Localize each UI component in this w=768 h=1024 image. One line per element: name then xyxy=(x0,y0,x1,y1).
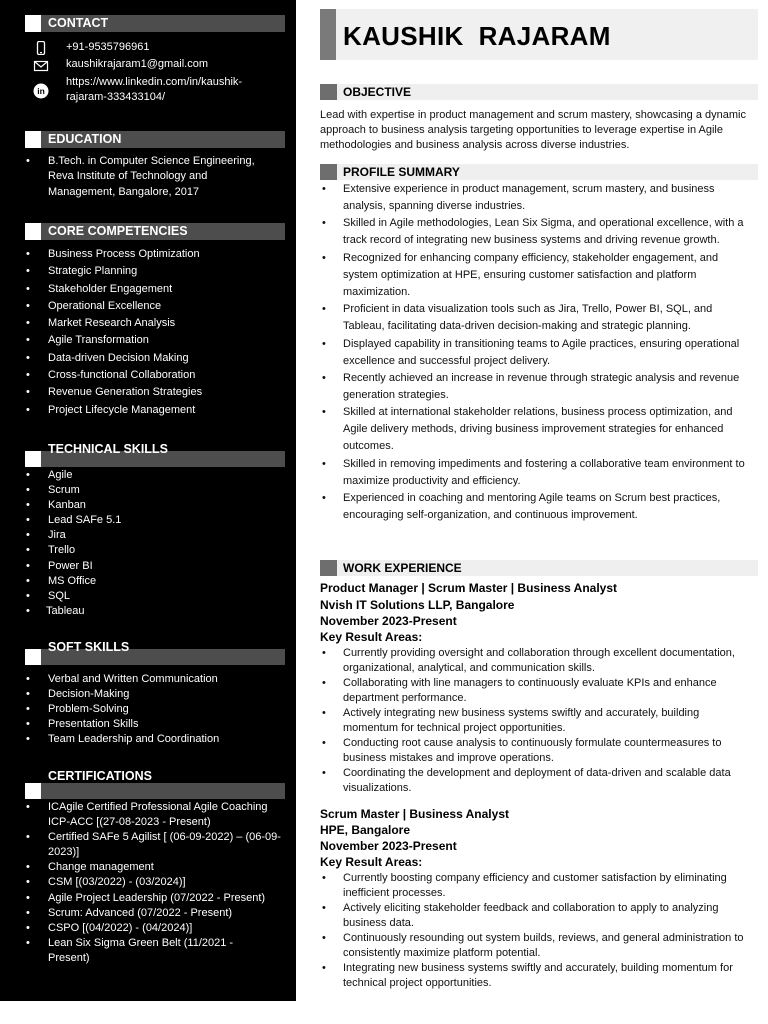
list-item: • Integrating new business systems swiftly and accurately, building momentum for technical project opportunities. xyxy=(320,961,752,991)
list-item: • Skilled in Agile methodologies, Lean Six Sigma, and operational excellence, with a track record of integrating new business systems and driving revenue growth. xyxy=(320,215,752,249)
list-item: • SQL xyxy=(25,589,287,604)
list-item: • Team Leadership and Coordination xyxy=(25,732,287,747)
soft-skills-heading-label: SOFT SKILLS xyxy=(48,640,130,654)
svg-text:in: in xyxy=(37,86,45,97)
list-item: • Cross-functional Collaboration xyxy=(25,367,287,384)
certifications-list xyxy=(25,800,287,966)
list-item: • Change management xyxy=(25,860,287,875)
email-link[interactable]: kaushikrajaram1@gmail.com xyxy=(66,58,208,70)
list-item: • Data-driven Decision Making xyxy=(25,350,287,367)
phone-number: +91-9535796961 xyxy=(66,41,150,53)
contact-heading xyxy=(25,15,285,32)
job-dates: November 2023-Present xyxy=(320,839,457,853)
list-item: • Kanban xyxy=(25,498,287,513)
list-item: • ICAgile Certified Professional Agile Coaching ICP-ACC [(27-08-2023 - Present) xyxy=(25,800,283,830)
job-kra-label: Key Result Areas: xyxy=(320,630,423,644)
list-item: • Agile Project Leadership (07/2022 - Present) xyxy=(25,891,287,906)
list-item: • Actively integrating new business systems swiftly and accurately, building momentum for technical project opportunities. xyxy=(320,706,752,736)
core-competencies-heading-label: CORE COMPETENCIES xyxy=(48,224,188,238)
education-heading-label: EDUCATION xyxy=(48,132,122,146)
list-item: • Continuously resounding out system builds, reviews, and general administration to consistently maximize platform potential. xyxy=(320,931,752,961)
list-item: • Actively eliciting stakeholder feedback and collaboration to apply to analyzing business data. xyxy=(320,901,752,931)
list-item: • Scrum xyxy=(25,483,287,498)
list-item: • Experienced in coaching and mentoring Agile teams on Scrum best practices, encouraging self-organization, and continuous improvement. xyxy=(320,490,752,524)
job-kra-list xyxy=(320,646,752,796)
work-experience-heading-label: WORK EXPERIENCE xyxy=(343,561,462,575)
job-title: Product Manager | Scrum Master | Business Analyst xyxy=(320,581,618,595)
core-competencies-heading xyxy=(25,223,285,240)
phone-icon xyxy=(33,41,49,55)
education-item: • B.Tech. in Computer Science Engineering, Reva Institute of Technology and Management, Bangalore, 2017 xyxy=(25,154,270,200)
certifications-heading-label: CERTIFICATIONS xyxy=(48,769,152,783)
core-competencies-list xyxy=(25,246,287,419)
list-item: • Displayed capability in transitioning teams to Agile practices, ensuring operational excellence and successful project delivery. xyxy=(320,336,752,370)
list-item: • Decision-Making xyxy=(25,687,287,702)
technical-skills-list xyxy=(25,468,287,619)
list-item: • Problem-Solving xyxy=(25,702,287,717)
list-item: • Revenue Generation Strategies xyxy=(25,384,287,401)
objective-heading xyxy=(320,84,758,100)
list-item: • Lead SAFe 5.1 xyxy=(25,513,287,528)
list-item: • MS Office xyxy=(25,574,287,589)
list-item: • Lean Six Sigma Green Belt (11/2021 - Present) xyxy=(25,936,270,966)
list-item: • Operational Excellence xyxy=(25,298,287,315)
list-item: • Certified SAFe 5 Agilist [ (06-09-2022) – (06-09-2023)] xyxy=(25,830,283,860)
certifications-heading xyxy=(25,766,285,783)
technical-skills-heading xyxy=(25,434,285,456)
list-item: • Extensive experience in product management, scrum mastery, and business analysis, spanning diverse industries. xyxy=(320,181,752,215)
list-item: • Verbal and Written Communication xyxy=(25,672,287,687)
candidate-name: KAUSHIK RAJARAM xyxy=(343,21,611,51)
profile-summary-heading-label: PROFILE SUMMARY xyxy=(343,165,460,179)
linkedin-icon xyxy=(33,83,49,99)
technical-skills-heading-label: TECHNICAL SKILLS xyxy=(48,442,168,456)
job-title: Scrum Master | Business Analyst xyxy=(320,807,509,821)
profile-summary-list xyxy=(320,181,752,525)
job-kra-label: Key Result Areas: xyxy=(320,855,423,869)
education-heading xyxy=(25,131,285,148)
name-banner xyxy=(320,9,758,60)
list-item: • Strategic Planning xyxy=(25,263,287,280)
list-item: • Presentation Skills xyxy=(25,717,287,732)
list-item: • Business Process Optimization xyxy=(25,246,287,263)
job-company: Nvish IT Solutions LLP, Bangalore xyxy=(320,598,515,612)
list-item: • Tableau xyxy=(25,604,287,619)
soft-skills-heading xyxy=(25,632,285,654)
list-item: • Recognized for enhancing company efficiency, stakeholder engagement, and system optimization at HPE, ensuring customer satisfaction and platform maximization. xyxy=(320,250,752,301)
list-item: • Conducting root cause analysis to continuously formulate countermeasures to business mistakes and improve operations. xyxy=(320,736,752,766)
list-item: • CSM [(03/2022) - (03/2024)] xyxy=(25,875,287,890)
work-experience-heading xyxy=(320,560,758,576)
list-item: • Currently boosting company efficiency and customer satisfaction by eliminating inefficient processes. xyxy=(320,871,752,901)
list-item: • Power BI xyxy=(25,559,287,574)
objective-text: Lead with expertise in product management and scrum mastery, showcasing a dynamic approach to business analysis targeting opportunities to leverage expertise in Agile methodologies and business analysis across diverse industries. xyxy=(320,109,746,151)
list-item: • Agile xyxy=(25,468,287,483)
envelope-icon xyxy=(33,60,49,74)
job-kra-list xyxy=(320,871,752,991)
list-item: • CSPO [(04/2022) - (04/2024)] xyxy=(25,921,287,936)
list-item: • Stakeholder Engagement xyxy=(25,281,287,298)
job-company: HPE, Bangalore xyxy=(320,823,411,837)
list-item: • Currently providing oversight and collaboration through excellent documentation, organizational, analytical, and communication skills. xyxy=(320,646,752,676)
education-list xyxy=(25,154,287,200)
list-item: • Proficient in data visualization tools such as Jira, Trello, Power BI, SQL, and Tableau, facilitating data-driven decision-making and strategic planning. xyxy=(320,301,752,335)
list-item: • Market Research Analysis xyxy=(25,315,287,332)
linkedin-link[interactable]: https://www.linkedin.com/in/kaushik-rajaram-333433104/ xyxy=(66,76,243,103)
list-item: • Project Lifecycle Management xyxy=(25,402,287,419)
list-item: • Coordinating the development and deployment of data-driven and scalable data visualizations. xyxy=(320,766,752,796)
job-dates: November 2023-Present xyxy=(320,614,457,628)
list-item: • Skilled at international stakeholder relations, business process optimization, and Agile delivery methods, driving business improvement strategies for enhanced outcomes. xyxy=(320,404,752,455)
profile-summary-heading xyxy=(320,164,758,180)
list-item: • Recently achieved an increase in revenue through strategic analysis and revenue generation strategies. xyxy=(320,370,752,404)
list-item: • Agile Transformation xyxy=(25,332,287,349)
list-item: • Skilled in removing impediments and fostering a collaborative team environment to maximize productivity and efficiency. xyxy=(320,456,752,490)
list-item: • Trello xyxy=(25,543,287,558)
sidebar xyxy=(0,0,296,1001)
contact-heading-label: CONTACT xyxy=(48,16,109,30)
list-item: • Collaborating with line managers to continuously evaluate KPIs and enhance department performance. xyxy=(320,676,752,706)
objective-heading-label: OBJECTIVE xyxy=(343,85,412,99)
list-item: • Scrum: Advanced (07/2022 - Present) xyxy=(25,906,287,921)
list-item: • Jira xyxy=(25,528,287,543)
soft-skills-list xyxy=(25,672,287,747)
